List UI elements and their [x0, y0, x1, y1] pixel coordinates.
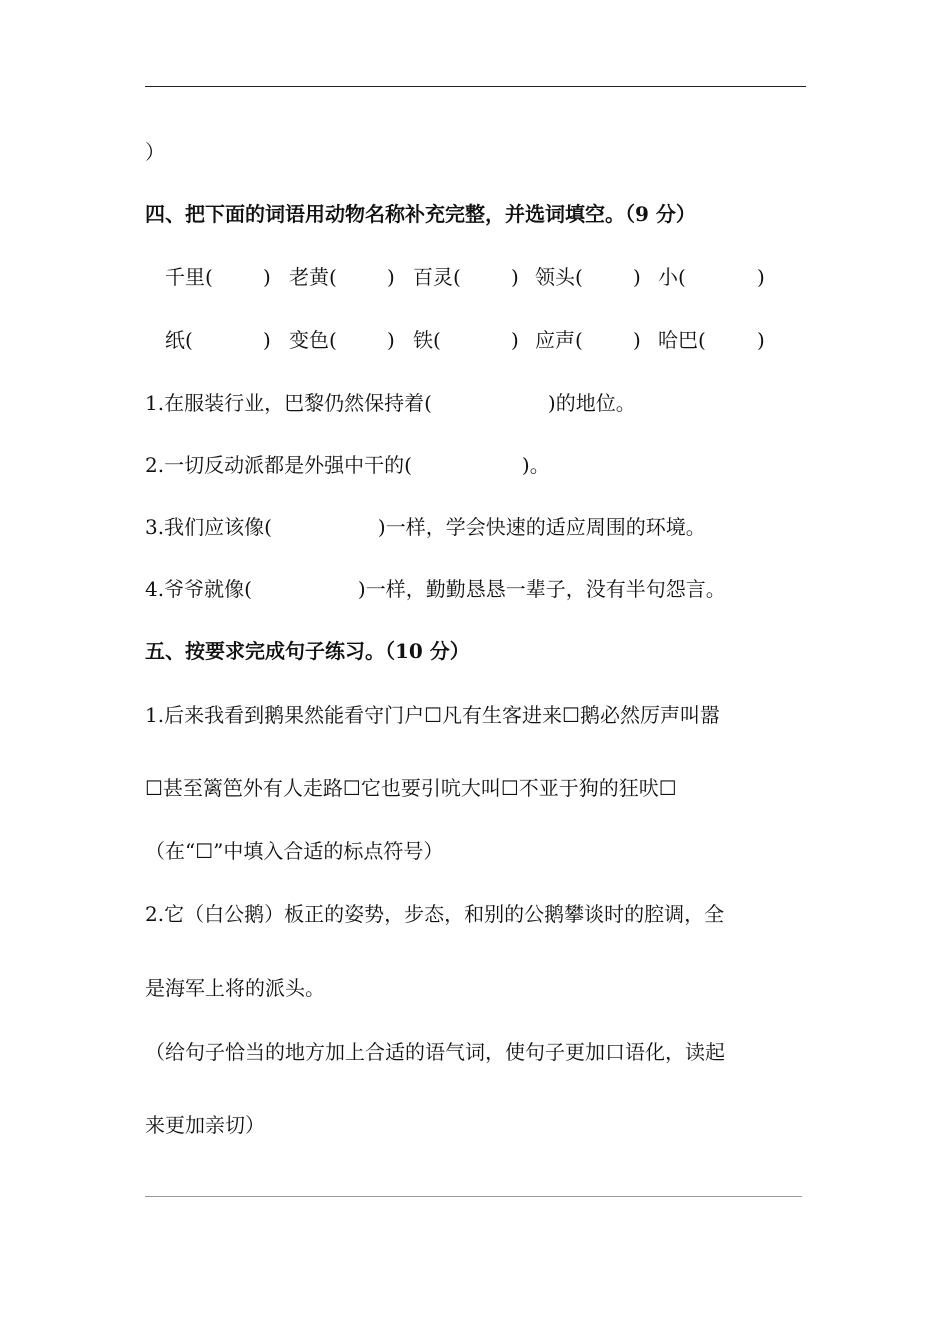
- q2-instruction-line-2: 来更加亲切）: [145, 1113, 265, 1137]
- fill-item-3-before: 我们应该像(: [164, 515, 272, 539]
- word-2-5-end: ): [757, 328, 765, 352]
- section-5-heading: 五、按要求完成句子练习。（10 分）: [145, 639, 470, 663]
- word-1-5-end: ): [757, 265, 765, 289]
- top-rule: [145, 86, 806, 87]
- q2-line-2: 是海军上将的派头。: [145, 976, 325, 1000]
- word-2-1-start: 纸(: [165, 328, 193, 352]
- word-2-3-end: ): [511, 328, 519, 352]
- fill-item-2-before: 一切反动派都是外强中干的(: [164, 453, 412, 477]
- fill-item-2-after: )。: [521, 453, 550, 477]
- word-1-3-start: 百灵(: [413, 265, 461, 289]
- fill-item-4-before: 爷爷就像(: [164, 577, 252, 601]
- fill-item-4-after: )一样，勤勤恳恳一辈子，没有半句怨言。: [357, 577, 726, 601]
- previous-question-close-paren: ）: [145, 140, 165, 164]
- word-1-4-end: ): [633, 265, 641, 289]
- bottom-rule: [145, 1196, 802, 1197]
- fill-item-3-number: 3.: [145, 515, 165, 539]
- fill-item-2: [145, 453, 550, 477]
- word-1-1-start: 千里(: [165, 265, 213, 289]
- fill-item-1-after: )的地位。: [547, 391, 636, 415]
- q2-line-1: 2.它（白公鹅）板正的姿势，步态，和别的公鹅攀谈时的腔调，全: [145, 902, 725, 926]
- word-2-5-start: 哈巴(: [658, 328, 706, 352]
- word-1-5-start: 小(: [658, 265, 686, 289]
- word-2-4-start: 应声(: [535, 328, 583, 352]
- fill-item-4-number: 4.: [145, 577, 165, 601]
- word-1-2-end: ): [387, 265, 395, 289]
- word-2-3-start: 铁(: [413, 328, 441, 352]
- fill-item-1-before: 在服装行业，巴黎仍然保持着(: [164, 391, 432, 415]
- fill-item-2-number: 2.: [145, 453, 165, 477]
- q2-instruction-line-1: （给句子恰当的地方加上合适的语气词，使句子更加口语化，读起: [145, 1040, 725, 1064]
- q1-line-2: ☐甚至篱笆外有人走路☐它也要引吭大叫☐不亚于狗的狂吠☐: [145, 776, 677, 800]
- fill-item-1-number: 1.: [145, 391, 165, 415]
- fill-item-3: [145, 515, 706, 539]
- word-2-2-start: 变色(: [289, 328, 337, 352]
- word-2-2-end: ): [387, 328, 395, 352]
- word-1-1-end: ): [263, 265, 271, 289]
- word-1-4-start: 领头(: [535, 265, 583, 289]
- word-1-3-end: ): [511, 265, 519, 289]
- word-2-1-end: ): [263, 328, 271, 352]
- fill-item-3-after: )一样，学会快速的适应周围的环境。: [377, 515, 706, 539]
- q1-line-1: 1.后来我看到鹅果然能看守门户☐凡有生客进来☐鹅必然厉声叫嚣: [145, 703, 720, 727]
- word-2-4-end: ): [633, 328, 641, 352]
- fill-item-1: [145, 391, 636, 415]
- section-4-heading: 四、把下面的词语用动物名称补充完整，并选词填空。（9 分）: [145, 202, 696, 226]
- word-1-2-start: 老黄(: [289, 265, 337, 289]
- fill-item-4: [145, 577, 726, 601]
- q1-instruction: （在“☐”中填入合适的标点符号）: [145, 839, 444, 863]
